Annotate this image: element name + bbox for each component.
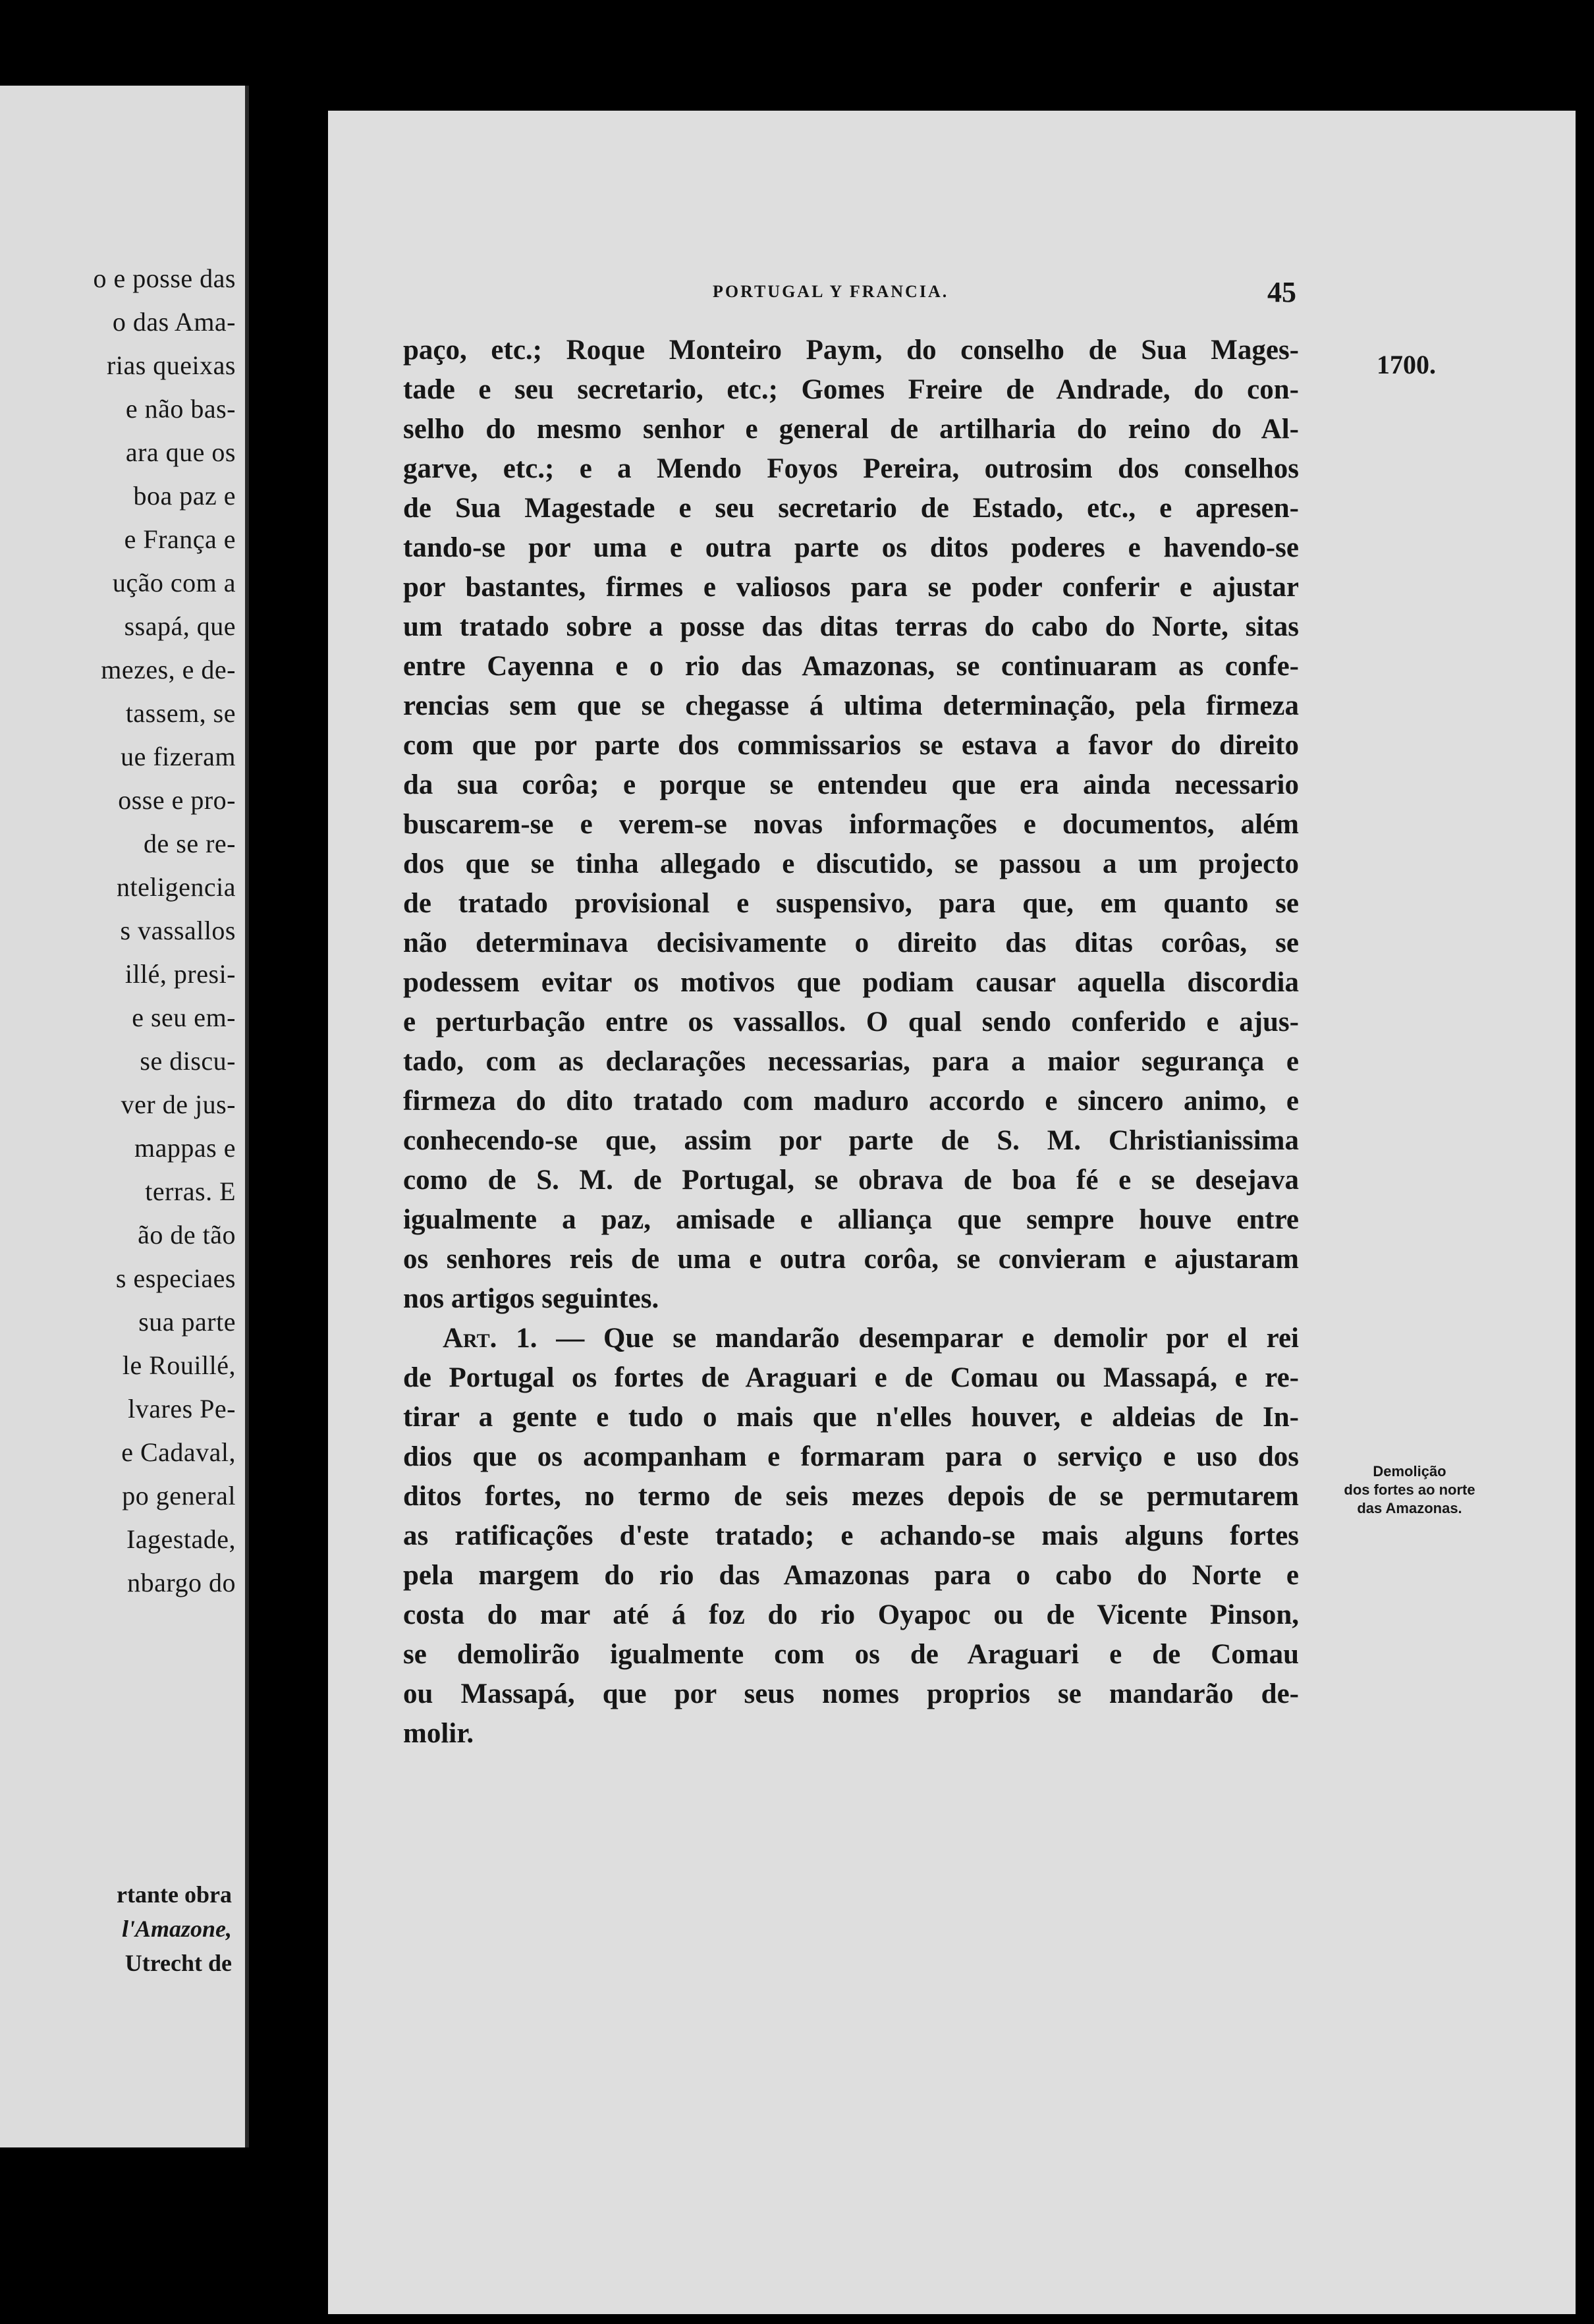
left-page-line: o e posse das xyxy=(93,263,236,293)
body-paragraph xyxy=(403,331,1299,1319)
left-page-line: ução com a xyxy=(112,568,236,597)
body-line: dos que se tinha allegado e discutido, se passou a um projecto xyxy=(403,848,1299,879)
left-page-footnote xyxy=(117,1877,232,1980)
left-page-line: e não bas- xyxy=(125,394,236,424)
left-page-line: e França e xyxy=(124,524,236,554)
body-line: e perturbação entre os vassallos. O qual sendo conferido e ajus- xyxy=(403,1007,1299,1038)
body-line: da sua corôa; e porque se entendeu que era ainda necessario xyxy=(403,769,1299,800)
body-line: os senhores reis de uma e outra corôa, se convieram e ajustaram xyxy=(403,1244,1299,1275)
left-page-line: terras. E xyxy=(145,1176,236,1206)
article-line: costa do mar até á foz do rio Oyapoc ou de Vicente Pinson, xyxy=(403,1599,1299,1630)
body-line: de Sua Magestade e seu secretario de Estado, etc., e apresen- xyxy=(403,493,1299,524)
margin-note xyxy=(1311,1462,1508,1518)
body-line: buscarem-se e verem-se novas informações e documentos, além xyxy=(403,809,1299,840)
body-line: podessem evitar os motivos que podiam causar aquella discordia xyxy=(403,967,1299,998)
body-line: não determinava decisivamente o direito das ditas corôas, se xyxy=(403,927,1299,958)
left-page-line: illé, presi- xyxy=(124,959,236,989)
left-page-line: rias queixas xyxy=(107,350,236,380)
body-line: garve, etc.; e a Mendo Foyos Pereira, outrosim dos conselhos xyxy=(403,453,1299,484)
left-page-line: ue fizeram xyxy=(121,742,236,771)
left-footnote-line: l'Amazone, xyxy=(121,1916,232,1942)
left-page-line: mezes, e de- xyxy=(101,655,236,684)
left-page-line: s vassallos xyxy=(120,916,236,945)
body-line: um tratado sobre a posse das ditas terras do cabo do Norte, sitas xyxy=(403,611,1299,642)
left-page-line: s especiaes xyxy=(115,1263,236,1293)
left-footnote-line: rtante obra xyxy=(117,1881,232,1908)
body-line: selho do mesmo senhor e general de artilharia do reino do Al- xyxy=(403,414,1299,445)
article-line: as ratificações d'este tratado; e achando-se mais alguns fortes xyxy=(403,1520,1299,1551)
left-page-line: nteligencia xyxy=(117,872,236,902)
body-line: tade e seu secretario, etc.; Gomes Freire de Andrade, do con- xyxy=(403,374,1299,405)
article-line: dios que os acompanham e formaram para o serviço e uso dos xyxy=(403,1441,1299,1472)
article-text: — Que se mandarão desemparar e demolir por el rei xyxy=(556,1323,1299,1354)
page-number: 45 xyxy=(1267,276,1296,308)
article-line: ditos fortes, no termo de seis mezes depois de se permutarem xyxy=(403,1481,1299,1512)
margin-year: 1700. xyxy=(1377,350,1436,379)
left-footnote-line: Utrecht de xyxy=(124,1950,232,1976)
article-line: ou Massapá, que por seus nomes proprios se mandarão de- xyxy=(403,1678,1299,1709)
article-line: pela margem do rio das Amazonas para o cabo do Norte e xyxy=(403,1560,1299,1591)
left-page-line: ão de tão xyxy=(138,1220,236,1250)
body-line: por bastantes, firmes e valiosos para se poder conferir e ajustar xyxy=(403,572,1299,603)
body-line: de tratado provisional e suspensivo, para que, em quanto se xyxy=(403,888,1299,919)
body-line: paço, etc.; Roque Monteiro Paym, do conselho de Sua Mages- xyxy=(403,335,1299,366)
body-text xyxy=(403,331,1299,1754)
article-line: de Portugal os fortes de Araguari e de Comau ou Massapá, e re- xyxy=(403,1362,1299,1393)
article-line xyxy=(403,1319,1299,1358)
left-page-line: mappas e xyxy=(134,1133,236,1163)
article-line: se demolirão igualmente com os de Araguari e de Comau xyxy=(403,1639,1299,1670)
left-page-line: tassem, se xyxy=(125,698,236,728)
body-line: firmeza do dito tratado com maduro accordo e sincero animo, e xyxy=(403,1086,1299,1117)
left-page-line: boa paz e xyxy=(133,481,236,511)
body-line: com que por parte dos commissarios se estava a favor do direito xyxy=(403,730,1299,761)
article-paragraph xyxy=(403,1319,1299,1754)
body-line: igualmente a paz, amisade e alliança que sempre houve entre xyxy=(403,1204,1299,1235)
body-line: entre Cayenna e o rio das Amazonas, se continuaram as confe- xyxy=(403,651,1299,682)
body-line: tado, com as declarações necessarias, para a maior segurança e xyxy=(403,1046,1299,1077)
margin-note-line: Demolição xyxy=(1373,1463,1446,1480)
left-facing-page xyxy=(0,86,249,2147)
left-page-line: sua parte xyxy=(138,1307,236,1337)
body-line: conhecendo-se que, assim por parte de S. M. Christianissima xyxy=(403,1125,1299,1156)
left-page-line: ssapá, que xyxy=(124,611,236,641)
margin-note-line: das Amazonas. xyxy=(1357,1500,1462,1516)
body-line: tando-se por uma e outra parte os ditos poderes e havendo-se xyxy=(403,532,1299,563)
body-line: rencias sem que se chegasse á ultima determinação, pela firmeza xyxy=(403,690,1299,721)
running-head: PORTUGAL Y FRANCIA. xyxy=(713,282,949,301)
left-page-line: ara que os xyxy=(125,437,236,467)
article-label: Art. 1. xyxy=(443,1323,537,1354)
left-page-line: o das Ama- xyxy=(112,307,236,337)
margin-note-line: dos fortes ao norte xyxy=(1344,1481,1475,1498)
body-line: como de S. M. de Portugal, se obrava de boa fé e se desejava xyxy=(403,1165,1299,1196)
article-line: tirar a gente e tudo o mais que n'elles houver, e aldeias de In- xyxy=(403,1402,1299,1433)
left-page-line: ver de jus- xyxy=(121,1090,236,1119)
left-page-line: lvares Pe- xyxy=(128,1394,236,1424)
left-page-line: po general xyxy=(122,1481,236,1510)
left-page-line: se discu- xyxy=(140,1046,236,1076)
left-page-line: le Rouillé, xyxy=(122,1350,236,1380)
article-line: molir. xyxy=(403,1718,474,1749)
left-page-line: e Cadaval, xyxy=(121,1437,236,1467)
left-page-line: e seu em- xyxy=(132,1003,236,1032)
left-page-line: nbargo do xyxy=(127,1568,236,1597)
body-line: nos artigos seguintes. xyxy=(403,1283,659,1314)
left-page-line: Iagestade, xyxy=(126,1524,236,1554)
left-page-line: de se re- xyxy=(144,829,236,858)
left-page-line: osse e pro- xyxy=(118,785,236,815)
